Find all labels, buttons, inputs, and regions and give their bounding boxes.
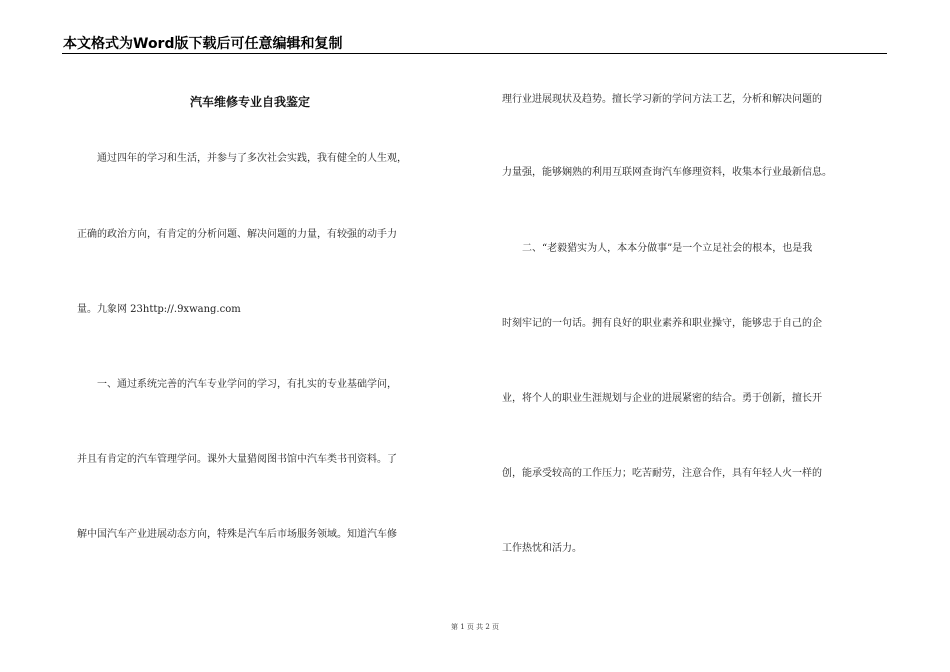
paragraph-line: 量。九象网 23http://.9xwang.com	[77, 304, 241, 315]
document-header-title: 本文格式为Word版下载后可任意编辑和复制	[63, 36, 343, 52]
paragraph-line: 一、通过系统完善的汽车专业学问的学习，有扎实的专业基础学问，	[97, 379, 397, 390]
paragraph-line: 并且有肯定的汽车管理学问。课外大量猎阅图书馆中汽车类书刊资料。了	[77, 454, 397, 465]
paragraph-line: 工作热忱和活力。	[502, 543, 582, 554]
paragraph-line: 二、“老毅猎实为人，本本分做事”是一个立足社会的根本，也是我	[522, 243, 813, 254]
paragraph-line: 解中国汽车产业进展动态方向，特殊是汽车后市场服务领域。知道汽车修	[77, 529, 397, 540]
paragraph-line: 力量强，能够娴熟的利用互联网查询汽车修理资料，收集本行业最新信息。	[502, 167, 832, 178]
paragraph-line: 时刻牢记的一句话。拥有良好的职业素养和职业操守，能够忠于自己的企	[502, 318, 822, 329]
paragraph-line: 理行业进展现状及趋势。擅长学习新的学问方法工艺，分析和解决问题的	[502, 94, 822, 105]
paragraph-line: 通过四年的学习和生活，并参与了多次社会实践，我有健全的人生观，	[97, 153, 407, 164]
paragraph-line: 正确的政治方向，有肯定的分析问题、解决问题的力量，有较强的动手力	[77, 229, 397, 240]
paragraph-line: 创，能承受较高的工作压力；吃苦耐劳，注意合作，具有年轻人火一样的	[502, 468, 822, 479]
header-divider	[62, 53, 887, 54]
document-title: 汽车维修专业自我鉴定	[190, 95, 311, 109]
paragraph-line: 业，将个人的职业生涯规划与企业的进展紧密的结合。勇于创新，擅长开	[502, 393, 822, 404]
page-number: 第 1 页 共 2 页	[450, 623, 500, 631]
